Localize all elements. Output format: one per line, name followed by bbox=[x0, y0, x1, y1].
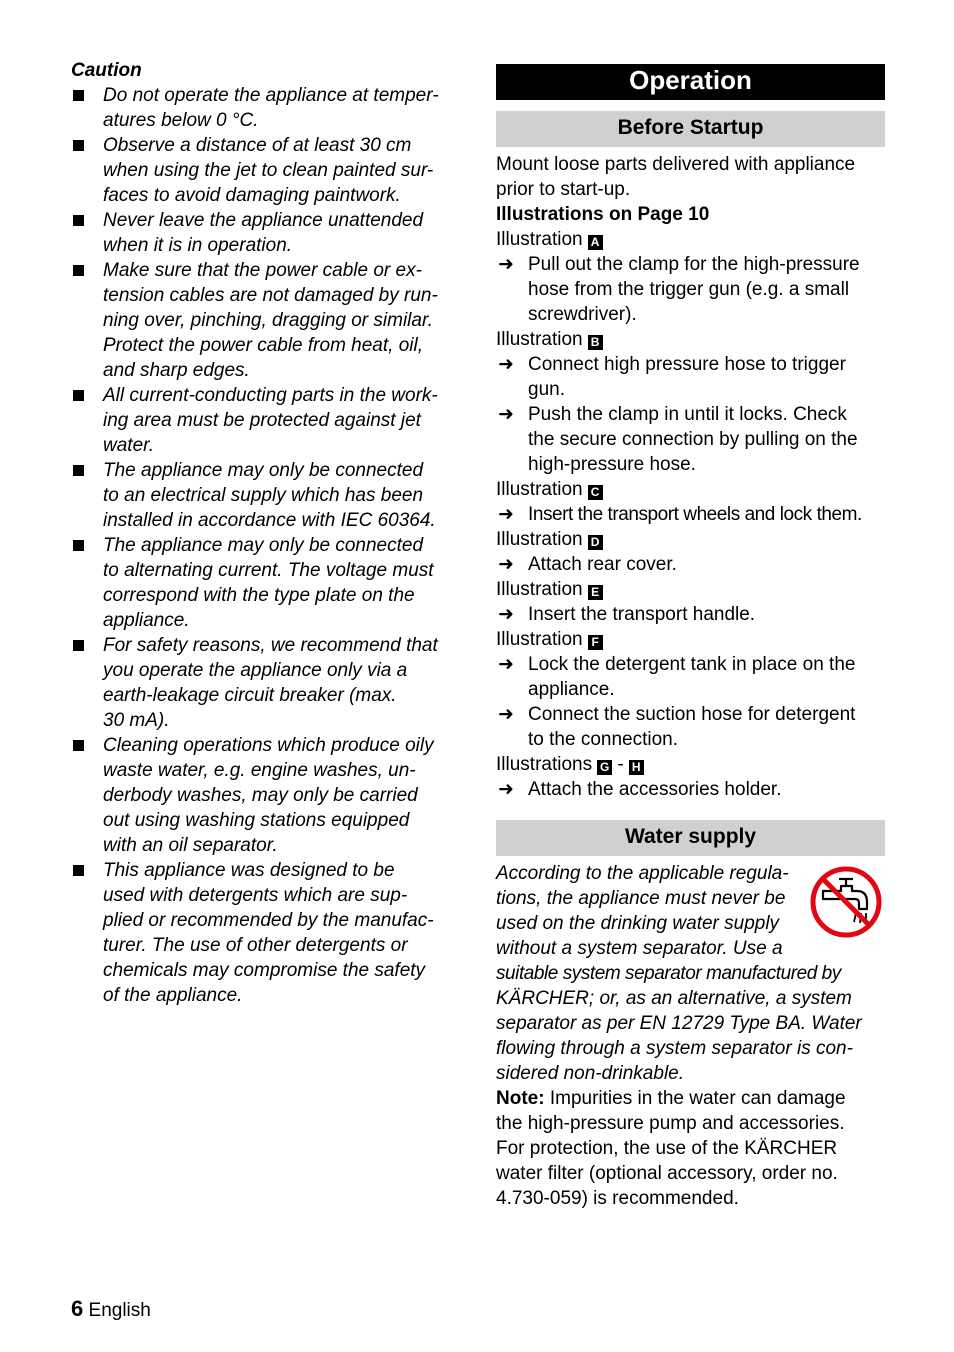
arrow-right-icon: ➜ bbox=[498, 604, 514, 625]
water-supply-section bbox=[496, 861, 885, 1211]
note-label: Note: bbox=[496, 1088, 545, 1109]
arrow-right-icon: ➜ bbox=[498, 504, 514, 525]
arrow-right-icon: ➜ bbox=[498, 354, 514, 375]
step-item: ➜ Push the clamp in until it locks. Check the secure connection by pulling on the high-pressure hose. bbox=[498, 404, 858, 475]
illustration-label-e: Illustration E bbox=[496, 577, 885, 602]
letter-g-icon: G bbox=[597, 760, 612, 775]
arrow-right-icon: ➜ bbox=[498, 554, 514, 575]
page-footer bbox=[71, 1296, 151, 1323]
step-item: ➜ Attach the accessories holder. bbox=[498, 779, 782, 800]
arrow-right-icon: ➜ bbox=[498, 654, 514, 675]
note-text: Note: Impurities in the water can damage the high-pressure pump and accessories. For protection, the use of the KÄRCHER water filter (optional accessory, order no. 4.730-059) is recommended. bbox=[496, 1088, 846, 1209]
step-item: ➜ Insert the transport wheels and lock them. bbox=[498, 504, 862, 525]
before-startup-section bbox=[496, 152, 885, 802]
step-item: ➜ Attach rear cover. bbox=[498, 554, 677, 575]
arrow-right-icon: ➜ bbox=[498, 254, 514, 275]
caution-item: This appliance was designed to be used with detergents which are sup- plied or recommended by the manufac- turer. The use of other detergents or chemicals may compromise the safety of the appliance. bbox=[71, 858, 463, 1008]
square-bullet-icon bbox=[73, 640, 84, 651]
illustrations-page-ref: Illustrations on Page 10 bbox=[496, 204, 710, 225]
step-item: ➜ Insert the transport handle. bbox=[498, 604, 756, 625]
before-startup-heading: Before Startup bbox=[496, 111, 885, 147]
square-bullet-icon bbox=[73, 265, 84, 276]
letter-b-icon: B bbox=[588, 335, 603, 350]
caution-item: Do not operate the appliance at temper- atures below 0 °C. bbox=[71, 83, 463, 133]
step-item: ➜ Connect high pressure hose to trigger gun. bbox=[498, 354, 846, 400]
step-item: ➜ Lock the detergent tank in place on the appliance. bbox=[498, 654, 856, 700]
caution-item: The appliance may only be connected to an electrical supply which has been installed in accordance with IEC 60364. bbox=[71, 458, 463, 533]
square-bullet-icon bbox=[73, 865, 84, 876]
illustration-label-c: Illustration C bbox=[496, 477, 885, 502]
letter-e-icon: E bbox=[588, 585, 603, 600]
illustration-label-g-h: Illustrations G - H bbox=[496, 752, 885, 777]
step-item: ➜ Pull out the clamp for the high-pressure hose from the trigger gun (e.g. a small screwdriver). bbox=[498, 254, 860, 325]
illustration-label-a: Illustration A bbox=[496, 227, 885, 252]
step-item: ➜ Connect the suction hose for detergent to the connection. bbox=[498, 704, 856, 750]
arrow-right-icon: ➜ bbox=[498, 404, 514, 425]
caution-item: For safety reasons, we recommend that you operate the appliance only via a earth-leakage circuit breaker (max. 30 mA). bbox=[71, 633, 463, 733]
arrow-right-icon: ➜ bbox=[498, 704, 514, 725]
square-bullet-icon bbox=[73, 215, 84, 226]
arrow-right-icon: ➜ bbox=[498, 779, 514, 800]
square-bullet-icon bbox=[73, 140, 84, 151]
square-bullet-icon bbox=[73, 540, 84, 551]
caution-item: Make sure that the power cable or ex- tension cables are not damaged by run- ning over, pinching, dragging or similar. Protect the power cable from heat, oil, and sharp edges. bbox=[71, 258, 463, 383]
page-number: 6 bbox=[71, 1296, 84, 1321]
caution-list bbox=[71, 83, 463, 1008]
illustration-label-d: Illustration D bbox=[496, 527, 885, 552]
caution-item: Never leave the appliance unattended when it is in operation. bbox=[71, 208, 463, 258]
caution-item: Observe a distance of at least 30 cm when using the jet to clean painted sur- faces to avoid damaging paintwork. bbox=[71, 133, 463, 208]
safety-column bbox=[71, 58, 463, 1008]
caution-item: The appliance may only be connected to alternating current. The voltage must correspond with the type plate on the appliance. bbox=[71, 533, 463, 633]
letter-h-icon: H bbox=[629, 760, 644, 775]
square-bullet-icon bbox=[73, 740, 84, 751]
letter-d-icon: D bbox=[588, 535, 603, 550]
intro-text: Mount loose parts delivered with appliance prior to start-up. bbox=[496, 154, 856, 200]
operation-column bbox=[496, 64, 885, 1211]
caution-item: All current-conducting parts in the work- ing area must be protected against jet water. bbox=[71, 383, 463, 458]
square-bullet-icon bbox=[73, 90, 84, 101]
water-supply-warning: According to the applicable regula- tions, the appliance must never be used on the drinking water supply without a system separator. Use a suitable system separator manufactured by KÄRCHER; or, as an alternative, a system separator as per EN 12729 Type BA. Water flowing through a system separator is con- sidered non-drinkable. bbox=[496, 861, 885, 1086]
footer-language: English bbox=[88, 1300, 151, 1321]
square-bullet-icon bbox=[73, 390, 84, 401]
no-tap-water-icon bbox=[809, 865, 883, 939]
operation-heading: Operation bbox=[496, 64, 885, 100]
illustration-label-b: Illustration B bbox=[496, 327, 885, 352]
letter-a-icon: A bbox=[588, 235, 603, 250]
square-bullet-icon bbox=[73, 465, 84, 476]
illustration-label-f: Illustration F bbox=[496, 627, 885, 652]
letter-f-icon: F bbox=[588, 635, 603, 650]
water-supply-heading: Water supply bbox=[496, 820, 885, 856]
letter-c-icon: C bbox=[588, 485, 603, 500]
caution-title: Caution bbox=[71, 60, 142, 81]
caution-item: Cleaning operations which produce oily waste water, e.g. engine washes, un- derbody washes, may only be carried out using washing stations equipped with an oil separator. bbox=[71, 733, 463, 858]
